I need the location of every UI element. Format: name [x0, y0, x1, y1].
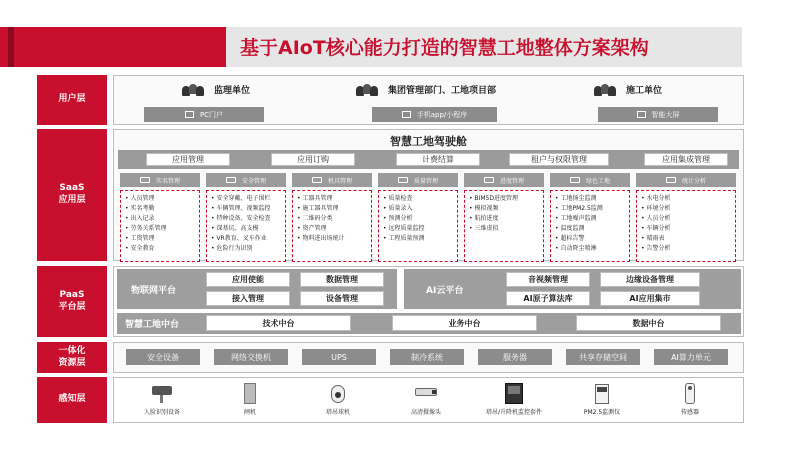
resource-ai-compute[interactable]: AI算力单元 [654, 349, 728, 365]
monitor-icon [185, 111, 194, 118]
module-machine[interactable] [292, 173, 372, 265]
sensor-label: 塔吊/升降机监控套件 [485, 409, 543, 416]
sensor-hd-camera[interactable] [388, 382, 464, 422]
resource-layer-panel [113, 342, 744, 373]
layer-label-saas [37, 129, 107, 261]
module-item: • 工器具管理 [297, 195, 333, 202]
green-icon [570, 177, 580, 183]
sensor-label: 人脸识别设备 [143, 409, 180, 416]
sensor-label: 传感器 [680, 409, 699, 416]
layer-label-paas [37, 266, 107, 337]
module-item: • 物料进出场统计 [297, 235, 345, 242]
dome-camera-icon [324, 382, 352, 404]
module-item: • 实名考勤 [125, 205, 155, 212]
people-icon [356, 84, 378, 96]
module-item: • 劳务关系管理 [125, 225, 167, 232]
quality-icon [398, 177, 408, 183]
module-item: • 车辆分析 [641, 225, 671, 232]
sensor-icon [676, 382, 704, 404]
module-green-title: 绿色工地 [585, 177, 610, 185]
mgmt-app-management[interactable]: 应用管理 [146, 153, 230, 166]
module-item: • VR教育、叉车作业 [211, 235, 267, 242]
schedule-icon [484, 177, 494, 183]
module-green-site[interactable] [550, 173, 630, 265]
module-item: • 三维虚拟 [469, 225, 499, 232]
role-group-dept [356, 83, 496, 96]
module-item: • 质量录入 [383, 205, 413, 212]
stats-icon [666, 177, 676, 183]
layer-res-text-2: 资源层 [58, 357, 86, 368]
user-layer-panel [113, 75, 744, 125]
module-item: • 工地扬尘监测 [555, 195, 597, 202]
iot-data-management[interactable]: 数据管理 [300, 272, 384, 287]
iot-app-enable[interactable]: 应用使能 [206, 272, 290, 287]
module-item: • 特种设备、安全检查 [211, 215, 271, 222]
module-item: • 工地PM2.5监测 [555, 205, 603, 212]
module-realname[interactable] [120, 173, 200, 265]
iot-access-management[interactable]: 接入管理 [206, 291, 290, 306]
module-item: • 温度监测 [555, 225, 585, 232]
resource-security-device[interactable]: 安全设备 [126, 349, 200, 365]
module-item: • 深基坑、高支模 [211, 225, 259, 232]
module-item: • 环境分析 [641, 205, 671, 212]
ai-platform-title: AI云平台 [426, 285, 464, 296]
ai-av-management[interactable]: 音视频管理 [506, 272, 590, 287]
module-item: • 危险行为识别 [211, 245, 253, 252]
sensor-label: 闸机 [243, 409, 256, 416]
mgmt-app-integration[interactable]: 应用集成管理 [644, 153, 728, 166]
role-group-dept-label: 集团管理部门、工地项目部 [388, 86, 497, 96]
layer-saas-text-1: SaaS [59, 183, 85, 194]
layer-saas-text-2: 应用层 [58, 195, 86, 205]
layer-label-resource [37, 342, 107, 373]
device-mobile-label: 手机app/小程序 [416, 110, 468, 119]
module-item: • 工资管理 [125, 235, 155, 242]
mgmt-tenant-permission[interactable]: 租户与权限管理 [509, 153, 609, 166]
role-supervisor-label: 监理单位 [214, 86, 251, 96]
module-item: • 预测分析 [383, 215, 413, 222]
sensor-crane-dome[interactable] [300, 382, 376, 422]
resource-shared-storage[interactable]: 共享存储空间 [566, 349, 640, 365]
mgmt-app-subscription[interactable]: 应用订购 [271, 153, 355, 166]
sensor-generic[interactable] [652, 382, 728, 422]
module-item: • 安全穿戴、电子围栏 [211, 195, 271, 202]
role-contractor [594, 83, 662, 96]
people-icon [594, 84, 616, 96]
bullet-camera-icon [412, 382, 440, 404]
data-middle-platform[interactable]: 数据中台 [576, 315, 721, 331]
device-mobile-app[interactable] [372, 107, 497, 122]
module-quality[interactable] [378, 173, 458, 265]
module-item: • 航拍进度 [469, 215, 499, 222]
layer-paas-text-2: 平台层 [58, 301, 86, 312]
machine-icon [312, 177, 322, 183]
module-item: • 超标告警 [555, 235, 585, 242]
monitor-kit-icon [500, 382, 528, 404]
module-item: • 安全教育 [125, 245, 155, 252]
sense-layer-panel [113, 377, 744, 423]
resource-ups[interactable]: UPS [302, 349, 376, 365]
iot-platform-title: 物联网平台 [131, 285, 177, 296]
sensor-face-recognition[interactable] [124, 382, 200, 422]
sensor-pm25[interactable] [564, 382, 640, 422]
module-item: • 人员分析 [641, 215, 671, 222]
module-safety[interactable] [206, 173, 286, 265]
module-item: • 质量检查 [383, 195, 413, 202]
module-item: • 人员管理 [125, 195, 155, 202]
module-safety-title: 安全管理 [241, 177, 266, 185]
cockpit-title: 智慧工地驾驶舱 [390, 135, 467, 148]
module-item: • 二维码分类 [297, 215, 333, 222]
module-item: • BIM5D进度管理 [469, 195, 518, 202]
phone-icon [402, 111, 411, 118]
header-accent-stripe [8, 27, 14, 67]
module-item: • 告警分析 [641, 245, 671, 252]
layer-paas-text-1: PaaS [59, 289, 85, 300]
page-title: 基于AIoT核心能力打造的智慧工地整体方案架构 [240, 37, 649, 59]
saas-layer-panel [113, 129, 744, 261]
module-item: • 工程质量预测 [383, 235, 425, 242]
middle-platform-title: 智慧工地中台 [125, 320, 180, 330]
screen-icon [637, 111, 646, 118]
ai-algorithm-library[interactable]: AI原子算法库 [506, 291, 590, 306]
layer-res-text-1: 一体化 [58, 345, 86, 356]
module-stats-title: 统计分析 [681, 177, 706, 185]
sensor-gate[interactable] [212, 382, 288, 422]
role-contractor-label: 施工单位 [626, 86, 663, 96]
module-item: • 自动降尘喷淋 [555, 245, 597, 252]
device-big-screen[interactable] [598, 107, 718, 122]
module-item: • 晴雨表 [641, 235, 665, 242]
module-quality-title: 质量管理 [413, 177, 438, 185]
sensor-label: 塔吊球机 [325, 409, 350, 416]
module-item: • 模拟视频 [469, 205, 499, 212]
sensor-label: PM2.5监测仪 [583, 409, 621, 416]
id-card-icon [140, 177, 150, 183]
business-middle-platform[interactable]: 业务中台 [392, 315, 537, 331]
module-statistics[interactable] [636, 173, 736, 265]
layer-label-user [37, 75, 107, 125]
resource-network-switch[interactable]: 网络交换机 [214, 349, 288, 365]
ai-edge-device-management[interactable]: 边缘设备管理 [600, 272, 700, 287]
paas-layer-panel [113, 266, 744, 337]
layer-label-sense [37, 377, 107, 423]
gate-icon [236, 382, 264, 404]
module-schedule[interactable] [464, 173, 544, 265]
device-pc-portal[interactable] [144, 107, 264, 122]
resource-cooling[interactable]: 制冷系统 [390, 349, 464, 365]
pm25-meter-icon [588, 382, 616, 404]
device-pc-label: PC门户 [199, 110, 224, 119]
resource-server[interactable]: 服务器 [478, 349, 552, 365]
tech-middle-platform[interactable]: 技术中台 [206, 315, 351, 331]
module-item: • 远程质量监控 [383, 225, 425, 232]
module-item: • 工地噪声监测 [555, 215, 597, 222]
module-machine-title: 机具管理 [327, 177, 352, 185]
layer-user-text: 用户层 [58, 94, 86, 105]
module-item: • 车辆管理、视频监控 [211, 205, 271, 212]
camera-icon [148, 382, 176, 404]
module-item: • 出入记录 [125, 215, 155, 222]
module-item: • 施工器具管理 [297, 205, 339, 212]
ai-app-market[interactable]: AI应用集市 [600, 291, 700, 306]
sensor-crane-monitor-kit[interactable] [476, 382, 552, 422]
module-item: • 资产管理 [297, 225, 327, 232]
iot-device-management[interactable]: 设备管理 [300, 291, 384, 306]
sensor-label: 高清摄像头 [410, 409, 441, 416]
device-screen-label: 智能大屏 [651, 110, 680, 119]
people-icon [182, 84, 204, 96]
role-supervisor [182, 83, 250, 96]
safety-icon [226, 177, 236, 183]
module-item: • 水电分析 [641, 195, 671, 202]
layer-sense-text: 感知层 [58, 394, 86, 405]
module-schedule-title: 进度管理 [499, 177, 524, 185]
mgmt-billing[interactable]: 计费结算 [396, 153, 480, 166]
header-accent-bar [0, 27, 232, 67]
module-realname-title: 实名管理 [155, 177, 180, 185]
